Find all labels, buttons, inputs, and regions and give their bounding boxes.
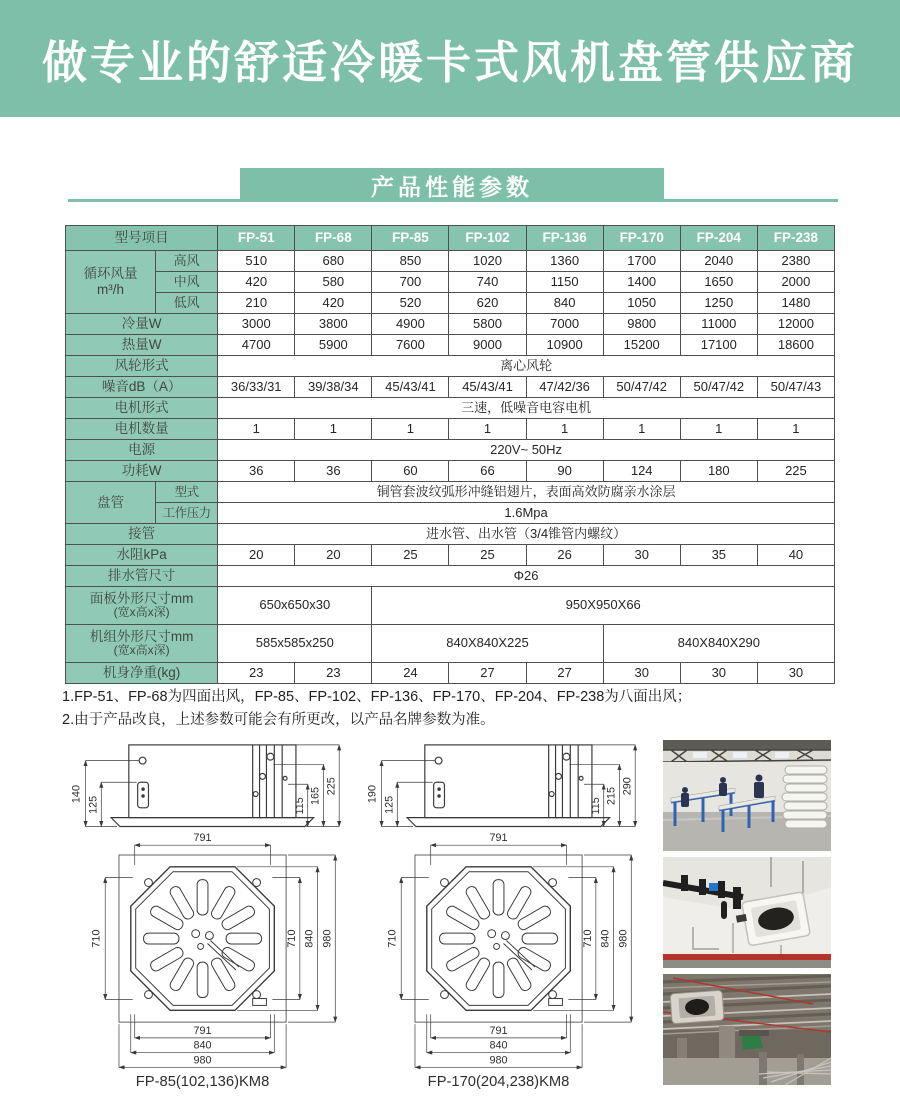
note-line: 2.由于产品改良，上述参数可能会有所更改，以产品名牌参数为准。 <box>62 712 495 728</box>
airflow-label <box>66 251 156 314</box>
table-cell: 18600 <box>757 335 834 356</box>
table-cell: 1480 <box>757 293 834 314</box>
row-label: 接管 <box>66 524 218 545</box>
dim-label: 225 <box>325 777 338 796</box>
table-cell: 1150 <box>526 272 603 293</box>
table-cell: 36 <box>218 461 295 482</box>
table-header-row <box>66 226 835 251</box>
dim-label: 840 <box>599 929 612 948</box>
table-row-fan-type <box>66 356 835 377</box>
table-cell: 20 <box>218 545 295 566</box>
notes <box>62 686 872 732</box>
dim-label: 710 <box>285 929 298 948</box>
dim-label: 980 <box>489 1054 508 1067</box>
dim-label: 115 <box>293 797 306 815</box>
dim-label: 710 <box>386 929 399 948</box>
table-cell: 1 <box>449 419 526 440</box>
table-cell: 4900 <box>372 314 449 335</box>
unit-size-value: 840X840X225 <box>372 625 603 663</box>
table-cell: 50/47/43 <box>757 377 834 398</box>
table-cell: 47/42/36 <box>526 377 603 398</box>
diagram-svg <box>356 735 646 1091</box>
model-header: FP-68 <box>295 226 372 251</box>
dim-label: 710 <box>90 929 103 948</box>
table-cell: 2040 <box>680 251 757 272</box>
photo-factory-assembly-line <box>663 740 831 851</box>
dim-label: 840 <box>193 1039 212 1052</box>
dim-label: 980 <box>193 1054 212 1067</box>
table-cell: 27 <box>526 663 603 684</box>
table-cell: 50/47/42 <box>603 377 680 398</box>
diagram-model-label: FP-85(102,136)KM8 <box>135 1074 270 1091</box>
table-cell: 12000 <box>757 314 834 335</box>
row-label: 功耗W <box>66 461 218 482</box>
unit-size-sublabel: (宽x高x深) <box>113 643 170 658</box>
row-label: 噪音dB（A） <box>66 377 218 398</box>
table-cell: 11000 <box>680 314 757 335</box>
table-cell: 180 <box>680 461 757 482</box>
table-cell: 1 <box>295 419 372 440</box>
table-cell: 1050 <box>603 293 680 314</box>
table-row-power <box>66 461 835 482</box>
table-row-airflow-high <box>66 251 835 272</box>
table-cell: 26 <box>526 545 603 566</box>
panel-size-label: 面板外形尺寸mm <box>89 590 194 606</box>
coil-type-label: 型式 <box>156 482 218 503</box>
table-row-weight <box>66 663 835 684</box>
table-cell: 510 <box>218 251 295 272</box>
table-cell: 45/43/41 <box>372 377 449 398</box>
span-value: Φ26 <box>218 566 835 587</box>
spec-table-wrapper <box>65 225 835 684</box>
grille-slots <box>144 880 262 998</box>
model-header: FP-170 <box>603 226 680 251</box>
table-row-heating <box>66 335 835 356</box>
table-cell: 30 <box>757 663 834 684</box>
diagram-svg <box>60 735 350 1091</box>
airflow-sub-label: 低风 <box>156 293 218 314</box>
dim-label: 791 <box>489 1024 508 1037</box>
dim-label: 125 <box>87 795 100 814</box>
section-title-box <box>240 168 664 202</box>
table-cell: 25 <box>449 545 526 566</box>
table-cell: 580 <box>295 272 372 293</box>
grille-slots <box>440 880 558 998</box>
model-header: FP-102 <box>449 226 526 251</box>
coil-pressure-label: 工作压力 <box>156 503 218 524</box>
plan-view <box>119 855 286 1022</box>
diagram-model-label: FP-170(204,238)KM8 <box>427 1074 570 1091</box>
table-cell: 90 <box>526 461 603 482</box>
model-header: FP-238 <box>757 226 834 251</box>
table-cell: 30 <box>603 663 680 684</box>
span-value: 进水管、出水管（3/4锥管内螺纹） <box>218 524 835 545</box>
table-cell: 1250 <box>680 293 757 314</box>
table-cell: 50/47/42 <box>680 377 757 398</box>
table-cell: 2380 <box>757 251 834 272</box>
dim-label: 791 <box>489 832 508 845</box>
dim-label: 115 <box>589 797 602 815</box>
airflow-sub-label: 高风 <box>156 251 218 272</box>
panel-size-value: 950X950X66 <box>372 587 835 625</box>
table-cell: 3800 <box>295 314 372 335</box>
table-cell: 30 <box>603 545 680 566</box>
row-label: 冷量W <box>66 314 218 335</box>
coil-label: 盘管 <box>66 482 156 524</box>
dim-label: 125 <box>383 795 396 814</box>
span-value: 220V~ 50Hz <box>218 440 835 461</box>
table-cell: 17100 <box>680 335 757 356</box>
row-label: 电机形式 <box>66 398 218 419</box>
table-cell: 15200 <box>603 335 680 356</box>
airflow-sub-label: 中风 <box>156 272 218 293</box>
plan-view-dimensions <box>105 845 335 1067</box>
row-label: 热量W <box>66 335 218 356</box>
span-value: 铜管套波纹弧形冲缝铝翅片，表面高效防腐亲水涂层 <box>218 482 835 503</box>
table-cell: 4700 <box>218 335 295 356</box>
span-value: 离心风轮 <box>218 356 835 377</box>
table-cell: 1 <box>757 419 834 440</box>
table-cell: 30 <box>680 663 757 684</box>
airflow-label-line2: m³/h <box>97 282 125 297</box>
table-cell: 20 <box>295 545 372 566</box>
table-row-motor-qty <box>66 419 835 440</box>
table-cell: 850 <box>372 251 449 272</box>
table-row-airflow-low <box>66 293 835 314</box>
table-cell: 420 <box>295 293 372 314</box>
dim-label: 165 <box>309 787 322 806</box>
model-header: FP-204 <box>680 226 757 251</box>
table-cell: 45/43/41 <box>449 377 526 398</box>
corner-header: 型号项目 <box>66 226 218 251</box>
table-row-motor-type <box>66 398 835 419</box>
table-row-water-resistance <box>66 545 835 566</box>
table-cell: 39/38/34 <box>295 377 372 398</box>
table-cell: 24 <box>372 663 449 684</box>
table-cell: 1 <box>526 419 603 440</box>
table-cell: 1 <box>603 419 680 440</box>
dim-label: 791 <box>193 832 212 845</box>
table-cell: 5900 <box>295 335 372 356</box>
table-cell: 1020 <box>449 251 526 272</box>
table-cell: 2000 <box>757 272 834 293</box>
plan-view-dimensions <box>401 845 631 1067</box>
dim-label: 140 <box>70 785 83 804</box>
table-cell: 124 <box>603 461 680 482</box>
table-cell: 420 <box>218 272 295 293</box>
table-cell: 1 <box>372 419 449 440</box>
side-view <box>407 745 610 827</box>
table-cell: 840 <box>526 293 603 314</box>
table-cell: 23 <box>295 663 372 684</box>
table-cell: 1700 <box>603 251 680 272</box>
table-cell: 7600 <box>372 335 449 356</box>
table-row-panel-size <box>66 587 835 625</box>
row-label: 电源 <box>66 440 218 461</box>
dimension-diagram-fp170 <box>356 735 646 1091</box>
table-row-airflow-mid <box>66 272 835 293</box>
model-header: FP-51 <box>218 226 295 251</box>
row-label: 风轮形式 <box>66 356 218 377</box>
table-cell: 9000 <box>449 335 526 356</box>
table-cell: 25 <box>372 545 449 566</box>
table-cell: 680 <box>295 251 372 272</box>
span-value: 三速，低噪音电容电机 <box>218 398 835 419</box>
model-header: FP-85 <box>372 226 449 251</box>
table-cell: 27 <box>449 663 526 684</box>
table-cell: 225 <box>757 461 834 482</box>
row-label: 排水管尺寸 <box>66 566 218 587</box>
table-cell: 23 <box>218 663 295 684</box>
table-cell: 36/33/31 <box>218 377 295 398</box>
plan-view <box>415 855 582 1022</box>
table-row-cooling <box>66 314 835 335</box>
side-view-dim-labels <box>367 777 634 814</box>
table-row-coil-pressure <box>66 503 835 524</box>
dim-label: 791 <box>193 1024 212 1037</box>
table-row-noise <box>66 377 835 398</box>
table-cell: 210 <box>218 293 295 314</box>
table-cell: 3000 <box>218 314 295 335</box>
dimension-diagram-fp85 <box>60 735 350 1091</box>
table-cell: 35 <box>680 545 757 566</box>
photo-column <box>663 740 831 1091</box>
table-row-piping <box>66 524 835 545</box>
table-cell: 5800 <box>449 314 526 335</box>
table-cell: 60 <box>372 461 449 482</box>
row-label <box>66 625 218 663</box>
spec-table <box>65 225 835 684</box>
table-cell: 740 <box>449 272 526 293</box>
table-cell: 1 <box>218 419 295 440</box>
table-row-drain <box>66 566 835 587</box>
table-cell: 10900 <box>526 335 603 356</box>
note-line: 1.FP-51、FP-68为四面出风，FP-85、FP-102、FP-136、FP-170、FP-204、FP-238为八面出风； <box>62 689 692 705</box>
panel-size-value: 650x650x30 <box>218 587 372 625</box>
dim-label: 710 <box>581 929 594 948</box>
table-cell: 1360 <box>526 251 603 272</box>
row-label <box>66 587 218 625</box>
dim-label: 980 <box>321 929 334 948</box>
airflow-label-line1: 循环风量 <box>83 266 138 282</box>
row-label: 机身净重(kg) <box>66 663 218 684</box>
table-row-power-supply <box>66 440 835 461</box>
unit-size-value: 840X840X290 <box>603 625 834 663</box>
table-cell: 9800 <box>603 314 680 335</box>
table-cell: 40 <box>757 545 834 566</box>
table-cell: 66 <box>449 461 526 482</box>
table-cell: 1 <box>680 419 757 440</box>
photo-installed-units-ceiling-pipes <box>663 974 831 1085</box>
panel-size-sublabel: (宽x高x深) <box>113 605 170 620</box>
dim-label: 840 <box>303 929 316 948</box>
table-cell: 700 <box>372 272 449 293</box>
dim-label: 840 <box>489 1039 508 1052</box>
row-label: 电机数量 <box>66 419 218 440</box>
top-banner <box>0 0 900 117</box>
photo-ceiling-cassette-installation <box>663 857 831 968</box>
table-row-unit-size <box>66 625 835 663</box>
dim-label: 190 <box>366 785 379 804</box>
table-cell: 1650 <box>680 272 757 293</box>
table-cell: 520 <box>372 293 449 314</box>
side-view <box>111 745 314 827</box>
dim-label: 980 <box>617 929 630 948</box>
section-title: 产品性能参数 <box>371 173 533 200</box>
table-cell: 7000 <box>526 314 603 335</box>
unit-size-value: 585x585x250 <box>218 625 372 663</box>
table-cell: 620 <box>449 293 526 314</box>
row-label: 水阻kPa <box>66 545 218 566</box>
table-row-coil-type <box>66 482 835 503</box>
table-cell: 1400 <box>603 272 680 293</box>
side-view-dim-labels <box>71 777 338 814</box>
dim-label: 290 <box>621 777 634 796</box>
unit-size-label: 机组外形尺寸mm <box>89 628 194 644</box>
dim-label: 215 <box>605 787 618 806</box>
table-cell: 36 <box>295 461 372 482</box>
page-title: 做专业的舒适冷暖卡式风机盘管供应商 <box>41 37 858 88</box>
span-value: 1.6Mpa <box>218 503 835 524</box>
model-header: FP-136 <box>526 226 603 251</box>
